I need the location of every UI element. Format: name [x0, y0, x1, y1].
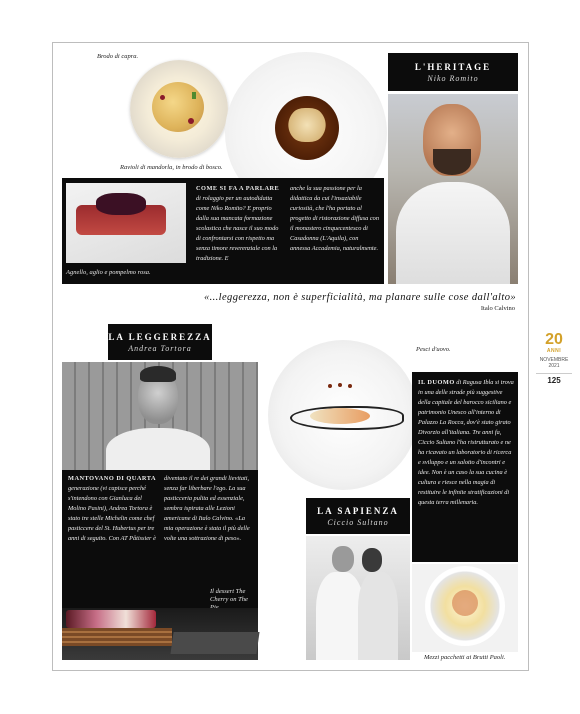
caption-ravioli: Ravioli di mandorla, in brodo di bosco.: [120, 164, 223, 171]
tortora-col2: diventato il re dei grandi lievitati, senza far liberbare l'ego. La sua pasticceria pulita ed essenziale, sembra ispirata alle Lezioni americane di Italo Calvino. «La mia operazione è stata il più delle volte una sottrazione di peso».: [164, 475, 250, 542]
calvino-quote: «...leggerezza, non è superficialità, ma planare sulle cose dall'alto»: [203, 292, 516, 303]
sultano-portrait: [306, 536, 410, 660]
tortora-text-block: [62, 470, 258, 660]
agnello-image: [66, 183, 186, 263]
tortora-col1: [68, 474, 158, 574]
heritage-label: [388, 53, 518, 91]
badge-year: 2021: [548, 363, 560, 369]
romito-col2: anche la sua passione per la didattica da cui l'insaziabile curiosità, che l'ha portato al progetto di ristorazione diffusa con il monastero cinquecentesco di Casadonna (L'Aquila), con annessa Accademia, naturalmente.: [290, 185, 379, 252]
sultano-text-block: [412, 372, 518, 562]
caption-dessert: Il dessert The Cherry on The: [210, 588, 248, 603]
sapienza-label: [306, 498, 410, 534]
tortora-portrait: [62, 362, 258, 470]
sapienza-name: Ciccio Sultano: [327, 518, 389, 527]
romito-text-block: [62, 178, 384, 284]
romito-col1: [196, 184, 282, 280]
leggerezza-label: [108, 324, 212, 360]
dessert-image: [62, 608, 258, 660]
page-number: 125: [536, 373, 572, 385]
pesci-plate-image: [268, 340, 418, 490]
heritage-title: L'HERITAGE: [414, 62, 492, 72]
quote-author: Italo Calvino: [480, 305, 515, 312]
anniversary-badge: [536, 332, 572, 385]
caption-pesci: Pesci d'uovo.: [416, 346, 451, 353]
caption-agnello: Agnello, aglio e pompelmo rosa.: [66, 269, 151, 276]
badge-month: NOVEMBRE: [539, 357, 569, 363]
heritage-name: Niko Romito: [427, 74, 479, 83]
badge-number: 20: [545, 331, 563, 348]
caption-pacchetti: Mezzi pacchetti ai Brutti Paoli.: [424, 654, 506, 661]
leggerezza-title: LA LEGGEREZZA: [108, 332, 212, 342]
sapienza-title: LA SAPIENZA: [317, 506, 399, 516]
sultano-lead: IL DUOMO: [418, 379, 455, 386]
tortora-lead: MANTOVANO DI QUARTA: [68, 475, 156, 482]
leggerezza-name: Andrea Tortora: [128, 344, 192, 353]
caption-brodo: Brodo di capra.: [97, 53, 139, 60]
sultano-col: [418, 378, 514, 558]
romito-col1-text: di rolaggio per un autodidatta come Niko Romito? E proprio dalla sua mancata formazione scolastica che nasce il suo modo di confrontarsi con rispetto ma senza timore reverenziale con la tradizione. E: [196, 195, 279, 262]
pacchetti-image: [412, 564, 518, 652]
brodo-plate-image: [130, 60, 228, 158]
romito-lead: COME SI FA A PARLARE: [196, 185, 280, 192]
romito-portrait: [388, 94, 518, 284]
sultano-body: di Ragusa Ibla si trova in una delle strade più suggestive della capitale del barocco siciliano e patrimonio Unesco all'interno di Palazzo La Rocca, dov'è stato girato Divorzio all'italiana. Tre anni fa, Ciccio Sultano l'ha ristrutturato e ne ha ricavato un laboratorio di ricerca e sviluppo e un salotto d'incontri e idee. Non è un caso la sua cucina è cultura e riesce nella magia di restituire le infinite stratificazioni di questa terra millenaria.: [418, 379, 514, 506]
tortora-col1-text: generazione (vi capisce perché s'intendono con Gianluca del Molino Pasini), Andrea Tortora è stato tre stelle Michelin come chef pasticcere del St. Hubertus per tre anni di seguito. Con AT Pâtissier è: [68, 485, 156, 542]
badge-label: ANNI: [546, 348, 562, 354]
